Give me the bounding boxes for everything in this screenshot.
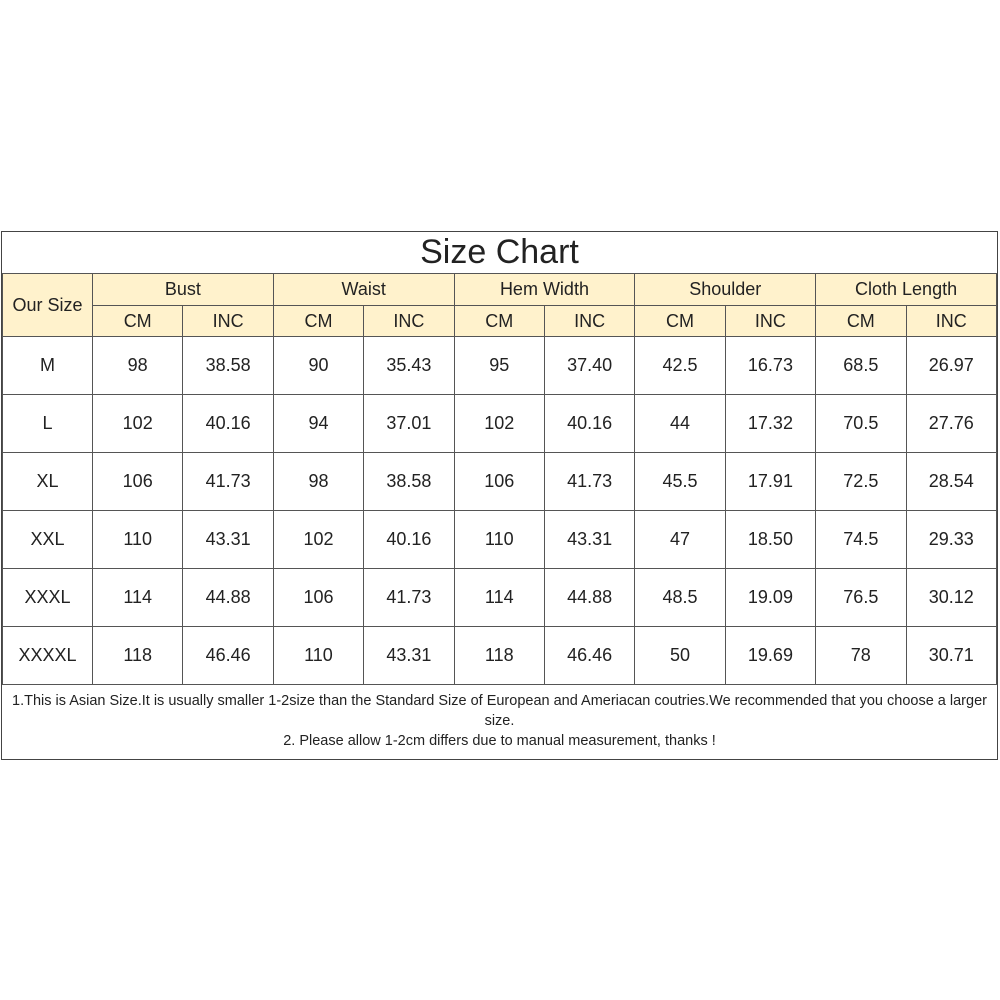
unit-header-inc: INC — [364, 306, 454, 337]
measurement-cell: 110 — [273, 627, 363, 685]
measurement-cell: 26.97 — [906, 337, 996, 395]
unit-header-cm: CM — [273, 306, 363, 337]
measurement-cell: 47 — [635, 511, 725, 569]
chart-title: Size Chart — [3, 232, 997, 274]
table-row — [3, 627, 997, 685]
size-label-cell: XXXL — [3, 569, 93, 627]
measurement-cell: 106 — [273, 569, 363, 627]
measurement-cell: 17.32 — [725, 395, 815, 453]
measurement-cell: 114 — [93, 569, 183, 627]
measurement-cell: 38.58 — [183, 337, 273, 395]
measurement-cell: 102 — [93, 395, 183, 453]
measurement-cell: 102 — [454, 395, 544, 453]
unit-header-inc: INC — [906, 306, 996, 337]
measurement-cell: 37.40 — [544, 337, 634, 395]
measurement-cell: 118 — [454, 627, 544, 685]
measurement-cell: 46.46 — [183, 627, 273, 685]
group-header-bust: Bust — [93, 274, 274, 306]
measurement-cell: 41.73 — [364, 569, 454, 627]
size-label-cell: M — [3, 337, 93, 395]
measurement-cell: 43.31 — [183, 511, 273, 569]
measurement-cell: 46.46 — [544, 627, 634, 685]
table-row — [3, 511, 997, 569]
table-row — [3, 337, 997, 395]
measurement-cell: 90 — [273, 337, 363, 395]
measurement-cell: 18.50 — [725, 511, 815, 569]
measurement-cell: 95 — [454, 337, 544, 395]
measurement-cell: 70.5 — [816, 395, 906, 453]
notes — [3, 685, 997, 760]
measurement-cell: 68.5 — [816, 337, 906, 395]
measurement-cell: 106 — [93, 453, 183, 511]
measurement-cell: 72.5 — [816, 453, 906, 511]
group-header-hem-width: Hem Width — [454, 274, 635, 306]
size-chart — [1, 231, 998, 760]
group-header-waist: Waist — [273, 274, 454, 306]
measurement-cell: 50 — [635, 627, 725, 685]
unit-header-cm: CM — [816, 306, 906, 337]
measurement-cell: 40.16 — [183, 395, 273, 453]
measurement-cell: 102 — [273, 511, 363, 569]
size-label-cell: L — [3, 395, 93, 453]
unit-header-cm: CM — [454, 306, 544, 337]
measurement-cell: 43.31 — [544, 511, 634, 569]
measurement-cell: 30.71 — [906, 627, 996, 685]
measurement-cell: 42.5 — [635, 337, 725, 395]
measurement-cell: 114 — [454, 569, 544, 627]
table-row — [3, 569, 997, 627]
group-header-shoulder: Shoulder — [635, 274, 816, 306]
measurement-cell: 41.73 — [544, 453, 634, 511]
measurement-cell: 35.43 — [364, 337, 454, 395]
size-label-cell: XXL — [3, 511, 93, 569]
size-table — [2, 232, 997, 759]
table-row — [3, 453, 997, 511]
measurement-cell: 76.5 — [816, 569, 906, 627]
measurement-cell: 44.88 — [544, 569, 634, 627]
note-2: 2. Please allow 1-2cm differs due to manual measurement, thanks ! — [283, 733, 716, 749]
measurement-cell: 118 — [93, 627, 183, 685]
measurement-cell: 48.5 — [635, 569, 725, 627]
size-column-header: Our Size — [3, 274, 93, 337]
group-header-cloth-length: Cloth Length — [816, 274, 997, 306]
measurement-cell: 45.5 — [635, 453, 725, 511]
unit-header-inc: INC — [725, 306, 815, 337]
measurement-cell: 43.31 — [364, 627, 454, 685]
measurement-cell: 29.33 — [906, 511, 996, 569]
measurement-cell: 37.01 — [364, 395, 454, 453]
measurement-cell: 40.16 — [544, 395, 634, 453]
unit-header-inc: INC — [544, 306, 634, 337]
measurement-cell: 110 — [93, 511, 183, 569]
measurement-cell: 28.54 — [906, 453, 996, 511]
measurement-cell: 94 — [273, 395, 363, 453]
table-row — [3, 395, 997, 453]
measurement-cell: 16.73 — [725, 337, 815, 395]
measurement-cell: 30.12 — [906, 569, 996, 627]
measurement-cell: 19.69 — [725, 627, 815, 685]
size-label-cell: XL — [3, 453, 93, 511]
size-label-cell: XXXXL — [3, 627, 93, 685]
measurement-cell: 44 — [635, 395, 725, 453]
measurement-cell: 106 — [454, 453, 544, 511]
measurement-cell: 17.91 — [725, 453, 815, 511]
measurement-cell: 110 — [454, 511, 544, 569]
measurement-cell: 78 — [816, 627, 906, 685]
measurement-cell: 27.76 — [906, 395, 996, 453]
note-1: 1.This is Asian Size.It is usually smaller 1-2size than the Standard Size of European and Ameriacan coutries.We recommended that you choose a larger size. — [12, 693, 987, 729]
measurement-cell: 38.58 — [364, 453, 454, 511]
measurement-cell: 19.09 — [725, 569, 815, 627]
measurement-cell: 74.5 — [816, 511, 906, 569]
measurement-cell: 44.88 — [183, 569, 273, 627]
measurement-cell: 98 — [93, 337, 183, 395]
measurement-cell: 41.73 — [183, 453, 273, 511]
unit-header-cm: CM — [635, 306, 725, 337]
unit-header-cm: CM — [93, 306, 183, 337]
unit-header-inc: INC — [183, 306, 273, 337]
measurement-cell: 40.16 — [364, 511, 454, 569]
measurement-cell: 98 — [273, 453, 363, 511]
